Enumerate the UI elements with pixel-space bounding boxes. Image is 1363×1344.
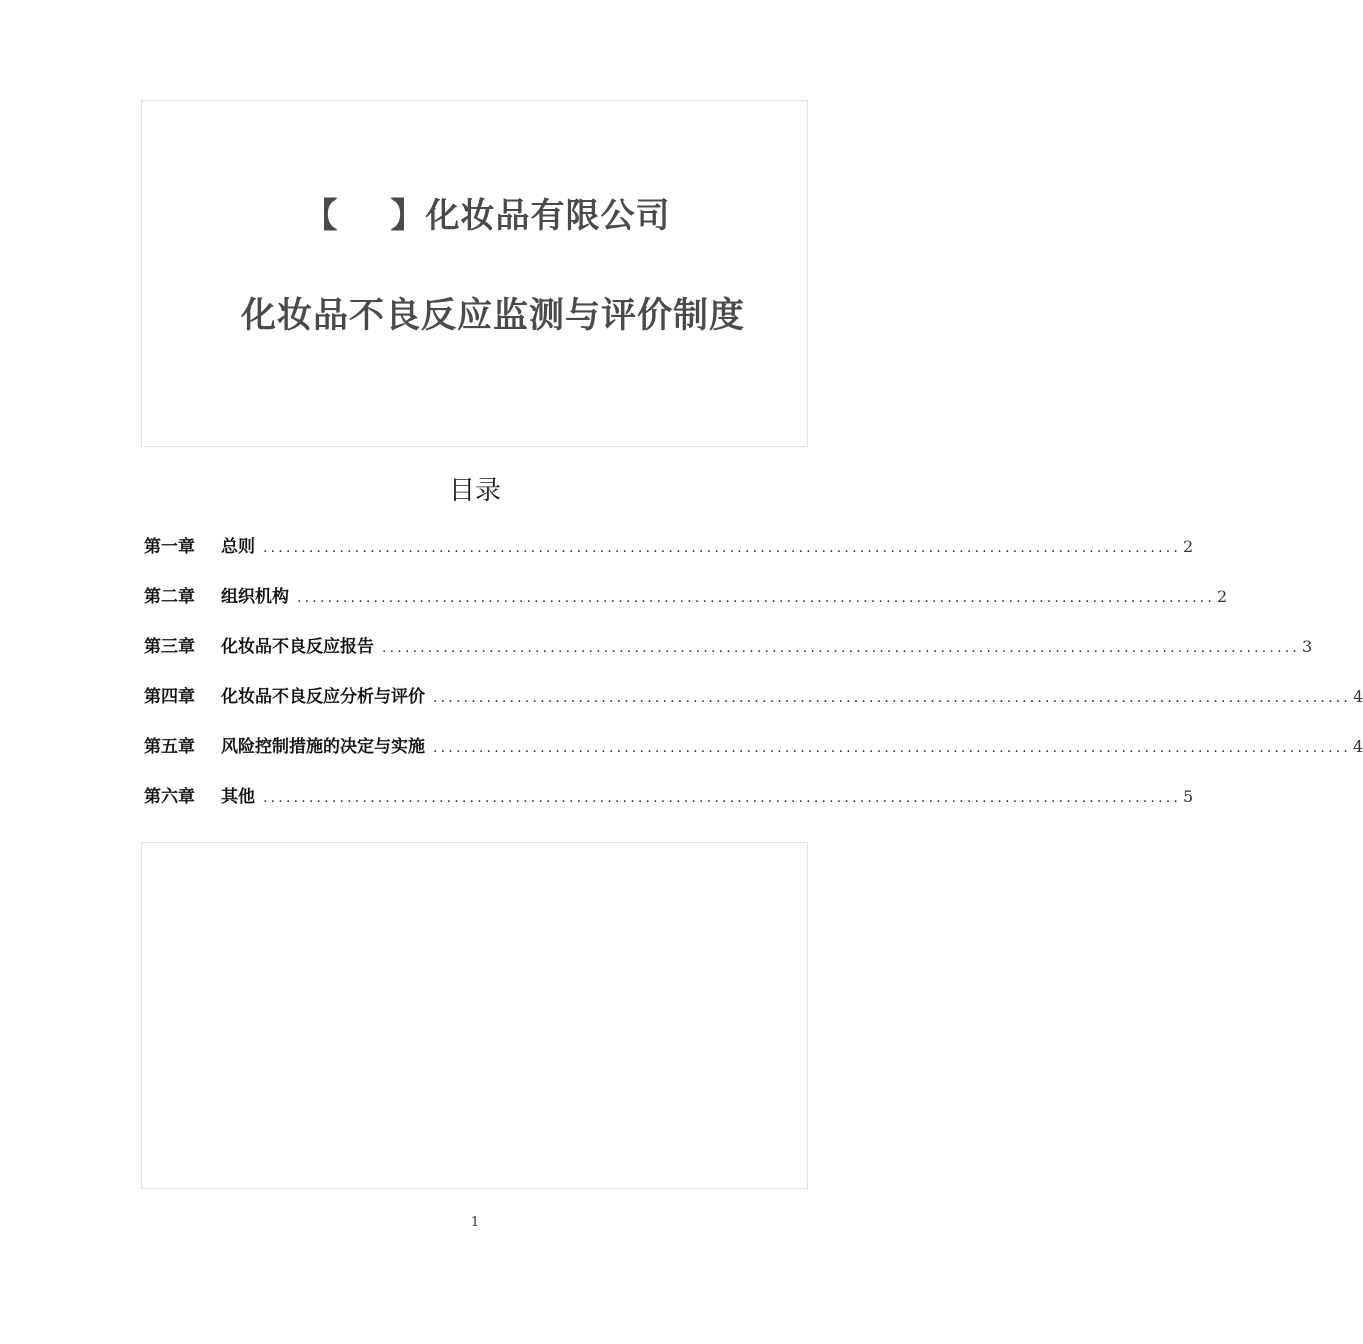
toc-page-number: 3 (1302, 637, 1313, 656)
toc-entry[interactable] (144, 632, 1313, 682)
toc-entry-title: 组织机构 (221, 587, 289, 607)
toc-dot-leader: ........................................................................................................................ (263, 540, 1182, 556)
blank-content-box (141, 842, 808, 1189)
toc-dot-leader: ........................................................................................................................ (263, 790, 1182, 806)
toc-entry[interactable] (144, 532, 1194, 582)
toc-entry[interactable] (144, 732, 1363, 782)
toc-dot-leader: ........................................................................................................................ (297, 590, 1216, 606)
toc-chapter-label: 第五章 (144, 737, 195, 757)
company-name: 化妆品有限公司 (425, 196, 671, 236)
document-title: 化妆品不良反应监测与评价制度 (240, 296, 745, 336)
toc-chapter-label: 第六章 (144, 787, 195, 807)
toc-chapter-label: 第一章 (144, 537, 195, 557)
toc-page-number: 5 (1183, 787, 1194, 806)
toc-dot-leader: ........................................................................................................................ (382, 640, 1301, 656)
toc-chapter-label: 第三章 (144, 637, 195, 657)
toc-entry-title: 风险控制措施的决定与实施 (221, 737, 425, 757)
toc-dot-leader: ........................................................................................................................ (433, 690, 1352, 706)
toc-entry[interactable] (144, 782, 1194, 832)
toc-page-number: 4 (1353, 737, 1363, 756)
toc-heading: 目录 (448, 476, 501, 506)
page-number: 1 (470, 1215, 480, 1230)
bracket-close: 】 (390, 196, 426, 236)
toc-entry-title: 化妆品不良反应报告 (221, 637, 374, 657)
cover-title-box (141, 100, 808, 447)
toc-entry[interactable] (144, 582, 1228, 632)
toc-page-number: 2 (1217, 587, 1228, 606)
company-name-line (0, 188, 950, 237)
toc-chapter-label: 第四章 (144, 687, 195, 707)
toc-entry-title: 总则 (221, 537, 255, 557)
toc-page-number: 2 (1183, 537, 1194, 556)
toc-page-number: 4 (1353, 687, 1363, 706)
toc-chapter-label: 第二章 (144, 587, 195, 607)
toc-entry-title: 化妆品不良反应分析与评价 (221, 687, 425, 707)
bracket-open: 【 (303, 196, 339, 236)
toc-entry[interactable] (144, 682, 1363, 732)
table-of-contents (144, 532, 1363, 832)
toc-entry-title: 其他 (221, 787, 255, 807)
toc-dot-leader: ........................................................................................................................ (433, 740, 1352, 756)
